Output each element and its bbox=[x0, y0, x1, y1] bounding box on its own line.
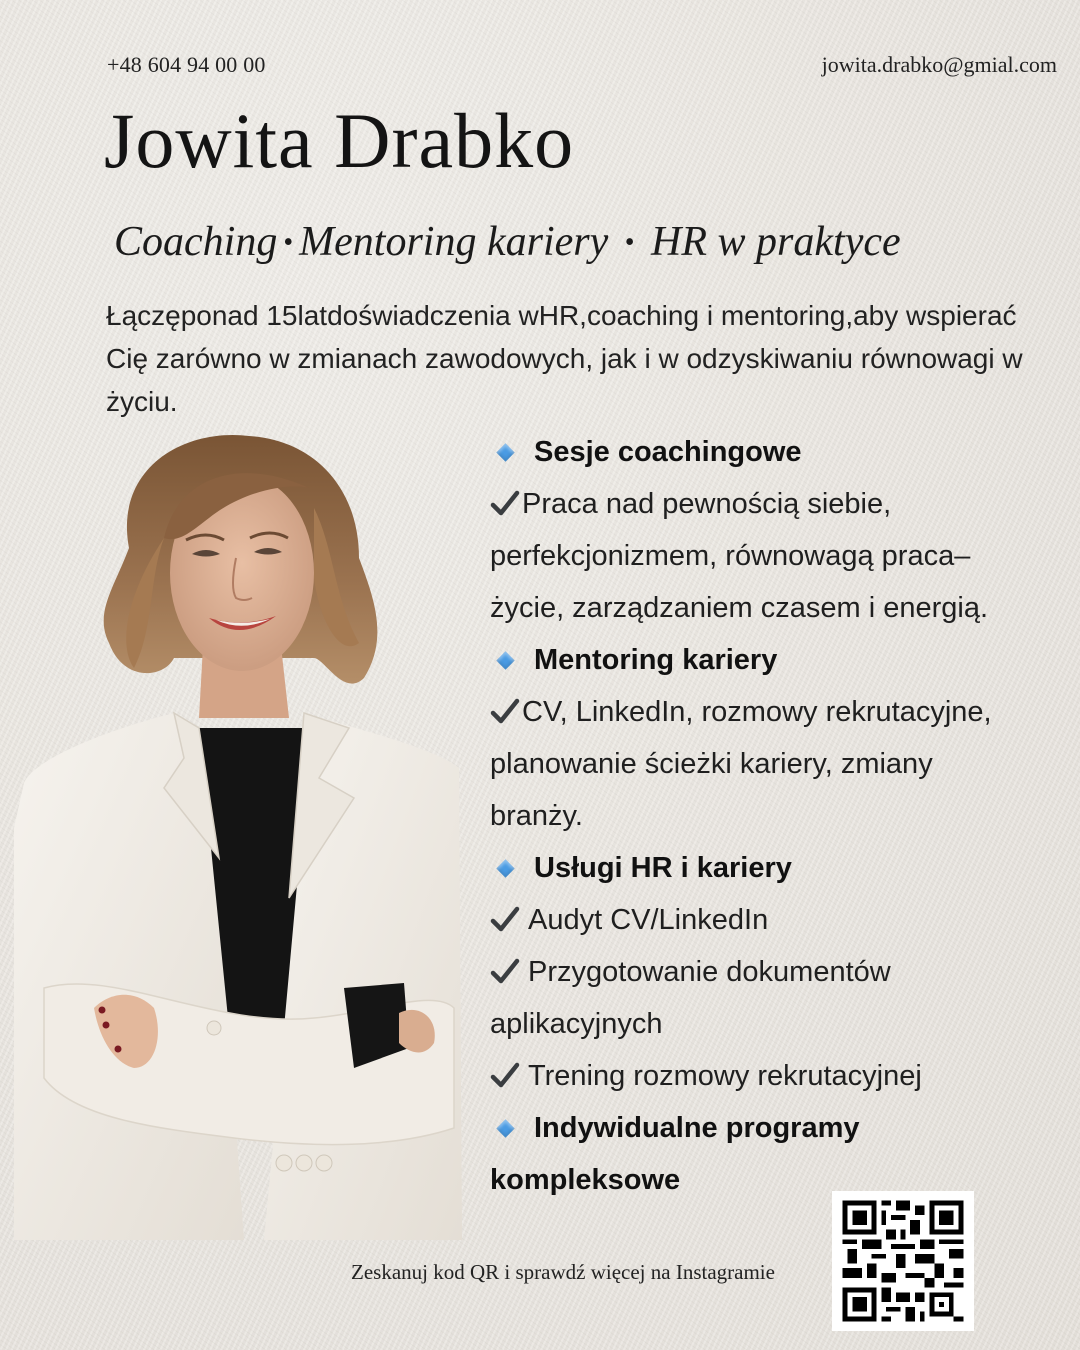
service-line: perfekcjonizmem, równowagą praca– bbox=[490, 540, 971, 572]
portrait-photo bbox=[14, 428, 462, 1240]
service-heading-programs bbox=[490, 1102, 1070, 1154]
email-address[interactable]: jowita.drabko@gmial.com bbox=[821, 52, 1057, 77]
service-line: Praca nad pewnością siebie, bbox=[490, 478, 1070, 530]
intro-paragraph: Łączęponad 15latdoświadczenia wHR,coaching i mentoring,aby wspierać Cię zarówno w zmianach zawodowych, jak i w odzyskiwaniu równowagi w życiu. bbox=[106, 300, 1023, 417]
scan-qr-caption: Zeskanuj kod QR i sprawdź więcej na Instagramie bbox=[351, 1260, 775, 1284]
service-title: Mentoring kariery bbox=[534, 643, 778, 676]
check-icon bbox=[490, 906, 520, 932]
diamond-icon bbox=[496, 859, 514, 877]
service-line: CV, LinkedIn, rozmowy rekrutacyjne, bbox=[490, 686, 1070, 738]
service-line: planowanie ścieżki kariery, zmiany bbox=[490, 748, 933, 780]
check-icon bbox=[490, 490, 520, 516]
diamond-icon bbox=[496, 651, 514, 669]
separator-dot: • bbox=[624, 227, 635, 258]
check-icon bbox=[490, 698, 520, 724]
service-item: Trening rozmowy rekrutacyjnej bbox=[490, 1050, 1070, 1102]
service-line: życie, zarządzaniem czasem i energią. bbox=[490, 592, 989, 624]
qr-code[interactable] bbox=[832, 1191, 974, 1331]
service-title: Usługi HR i kariery bbox=[534, 851, 792, 884]
check-icon bbox=[490, 958, 520, 984]
tagline-item-hr: HR w praktyce bbox=[651, 219, 901, 265]
service-title: Sesje coachingowe bbox=[534, 435, 802, 468]
service-heading-hr bbox=[490, 842, 1070, 894]
diamond-icon bbox=[496, 443, 514, 461]
service-item: Przygotowanie dokumentów bbox=[490, 946, 1070, 998]
separator-dot: • bbox=[283, 227, 294, 258]
tagline-item-mentoring: Mentoring kariery bbox=[299, 219, 609, 265]
phone-number[interactable]: +48 604 94 00 00 bbox=[107, 52, 266, 77]
service-heading-mentoring bbox=[490, 634, 1070, 686]
service-item: Audyt CV/LinkedIn bbox=[490, 894, 1070, 946]
service-heading-coaching bbox=[490, 426, 1070, 478]
diamond-icon bbox=[496, 1119, 514, 1137]
person-name: Jowita Drabko bbox=[104, 97, 575, 184]
service-title: Indywidualne programy bbox=[534, 1111, 860, 1144]
service-line: branży. bbox=[490, 800, 583, 832]
check-icon bbox=[490, 1062, 520, 1088]
tagline bbox=[114, 218, 901, 266]
services-list bbox=[490, 426, 1070, 1206]
service-title-cont: kompleksowe bbox=[490, 1164, 681, 1196]
service-item-cont: aplikacyjnych bbox=[490, 1008, 663, 1040]
tagline-item-coaching: Coaching bbox=[114, 219, 278, 265]
